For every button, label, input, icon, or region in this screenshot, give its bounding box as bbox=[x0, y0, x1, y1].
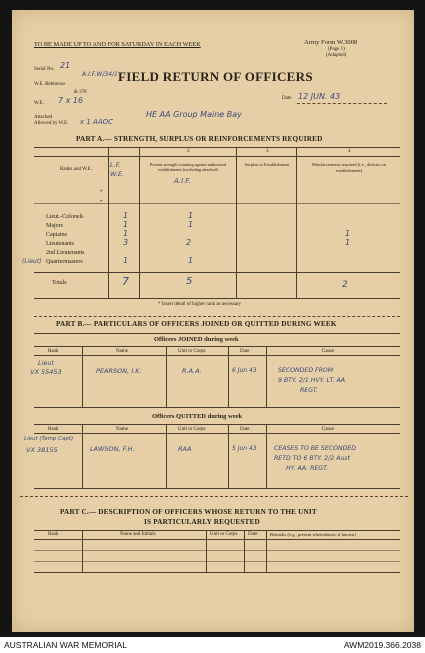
rank-row-lieutenants: Lieutenants bbox=[46, 241, 74, 247]
quartermasters-handwritten-rank: (Lieut) bbox=[22, 258, 42, 265]
joined-cause-line-2: 9 BTY. 2/1 HVY. LT. AA bbox=[278, 377, 346, 384]
totals-strength: 5 bbox=[186, 276, 193, 287]
date-value: 12 JUN. 43 bbox=[298, 92, 341, 101]
col-strength-handwritten: A.I.F. bbox=[174, 177, 191, 185]
lt-colonels-strength: 1 bbox=[188, 211, 194, 220]
lieutenants-strength: 2 bbox=[186, 238, 192, 247]
joined-col-rank: Rank bbox=[48, 349, 59, 354]
joined-cause-line-3: REGT. bbox=[300, 387, 319, 394]
part-b-heading: PART B.— PARTICULARS OF OFFICERS JOINED OR QUITTED DURING WEEK bbox=[56, 320, 337, 328]
quitted-unit: RAA bbox=[178, 445, 192, 453]
col-surplus-header: Surplus to Establishment bbox=[244, 162, 290, 167]
quitted-date: 5 Jun 43 bbox=[232, 445, 257, 452]
attached-value: HE AA Group Maine Bay bbox=[146, 110, 242, 119]
attached-label: Attached bbox=[34, 115, 53, 120]
col-ranks-header: Ranks and W.E. bbox=[60, 167, 92, 172]
quitted-col-name: Name bbox=[116, 427, 128, 432]
col-we-handwritten: L.F. W.E. bbox=[110, 161, 125, 178]
quitted-col-unit: Unit or Corps bbox=[178, 427, 206, 432]
document-page bbox=[12, 10, 414, 632]
joined-rank: Lieut bbox=[38, 359, 55, 367]
part-c-heading-line-1: PART C.— DESCRIPTION OF OFFICERS WHOSE RETURN TO THE UNIT bbox=[60, 508, 317, 516]
part-c-col-date: Date bbox=[248, 532, 258, 537]
totals-we: 7 bbox=[122, 275, 129, 288]
joined-cause-line-1: SECONDED FROM bbox=[278, 367, 334, 374]
joined-heading: Officers JOINED during week bbox=[154, 336, 239, 343]
archive-reference: AWM2019.366.2038 bbox=[343, 640, 421, 650]
rank-row-extra-1: * bbox=[100, 190, 103, 195]
serial-value: 21 bbox=[60, 61, 71, 70]
totals-reinforcements: 2 bbox=[342, 280, 348, 290]
form-adapted: (Adapted) bbox=[326, 53, 347, 58]
joined-col-unit: Unit or Corps bbox=[178, 349, 206, 354]
lt-colonels-we: 1 bbox=[123, 211, 129, 220]
aif-code: A.I.F.W/34/1 bbox=[82, 71, 118, 78]
allowed-value: x 1 AAOC bbox=[80, 118, 114, 126]
serial-label: Serial No. bbox=[34, 67, 55, 72]
rank-row-captains: Captains bbox=[46, 232, 67, 238]
part-c-col-remarks: Remarks (e.g., present whereabouts, if known) bbox=[270, 532, 356, 537]
quitted-col-rank: Rank bbox=[48, 427, 59, 432]
quartermasters-strength: 1 bbox=[188, 256, 194, 265]
captains-reinforcements: 1 bbox=[345, 229, 351, 238]
lieutenants-we: 3 bbox=[123, 238, 129, 247]
quitted-col-cause: Cause bbox=[322, 427, 335, 432]
instruction-line: TO BE MADE UP TO AND FOR SATURDAY IN EACH WEEK bbox=[34, 41, 201, 48]
col-strength-header: Present strength counting against authorized establishment (excluding attached) bbox=[149, 162, 227, 172]
form-number: Army Form W.3008 bbox=[304, 39, 358, 46]
quitted-number: VX 38155 bbox=[26, 446, 58, 454]
col-number-4: 4 bbox=[348, 149, 351, 154]
rank-row-quartermasters: Quartermasters bbox=[46, 259, 83, 265]
totals-label: Totals bbox=[52, 280, 67, 286]
joined-unit: R.A.A. bbox=[182, 367, 202, 375]
quartermasters-we: 1 bbox=[123, 256, 129, 265]
joined-date: 6 Jun 43 bbox=[232, 367, 257, 374]
quitted-cause-line-1: CEASES TO BE SECONDED bbox=[274, 445, 357, 452]
form-page: (Page 1) bbox=[328, 47, 345, 52]
we-label: W.E. bbox=[34, 101, 44, 106]
we-reference-label: W.E. Reference bbox=[34, 82, 66, 87]
col-reinforcements-header: Reinforcements required (i.e., deficits on establishment) bbox=[312, 162, 386, 173]
col-number-3: 3 bbox=[266, 149, 269, 154]
quitted-cause-line-3: HY. AA. REGT. bbox=[286, 465, 329, 472]
joined-col-date: Date bbox=[240, 349, 250, 354]
majors-we: 1 bbox=[123, 220, 129, 229]
allowed-label: Allowed by W.E. bbox=[34, 121, 69, 126]
form-title: FIELD RETURN OF OFFICERS bbox=[118, 69, 313, 84]
rank-row-lt-colonels: Lieut.-Colonels bbox=[46, 214, 84, 220]
part-a-heading: PART A.— STRENGTH, SURPLUS OR REINFORCEMENTS REQUIRED bbox=[76, 135, 323, 143]
joined-col-cause: Cause bbox=[322, 349, 335, 354]
quitted-cause-line-2: RETD TO 6 BTY. 2/2 Aust bbox=[274, 455, 350, 462]
part-c-heading-line-2: IS PARTICULARLY REQUESTED bbox=[144, 518, 260, 526]
joined-col-name: Name bbox=[116, 349, 128, 354]
col-number-2: 2 bbox=[187, 149, 190, 154]
part-c-col-unit: Unit or Corps bbox=[210, 532, 238, 537]
rank-row-2nd-lieutenants: 2nd Lieutenants bbox=[46, 250, 85, 256]
archive-name: AUSTRALIAN WAR MEMORIAL bbox=[4, 640, 127, 650]
rank-row-majors: Majors bbox=[46, 223, 63, 229]
part-c-col-rank: Rank bbox=[48, 532, 59, 537]
part-a-footnote: * Insert detail of higher rank as necessary bbox=[158, 302, 242, 307]
rank-row-extra-2: * bbox=[100, 200, 103, 205]
part-c-col-name: Name and Initials bbox=[120, 532, 156, 537]
we-reference-value: & 378 bbox=[74, 90, 87, 95]
quitted-name: LAWSON, F.H. bbox=[90, 445, 135, 453]
quitted-rank: Lieut (Temp Capt) bbox=[24, 436, 74, 442]
quitted-col-date: Date bbox=[240, 427, 250, 432]
we-value: 7 x 16 bbox=[58, 96, 84, 105]
date-label: Date bbox=[282, 96, 292, 101]
majors-strength: 1 bbox=[188, 220, 194, 229]
joined-name: PEARSON, I.K. bbox=[96, 367, 142, 375]
joined-number: VX 55453 bbox=[30, 368, 62, 376]
archive-footer bbox=[0, 637, 425, 653]
captains-we: 1 bbox=[123, 229, 129, 238]
lieutenants-reinforcements: 1 bbox=[345, 238, 351, 247]
quitted-heading: Officers QUITTED during week bbox=[152, 413, 243, 420]
